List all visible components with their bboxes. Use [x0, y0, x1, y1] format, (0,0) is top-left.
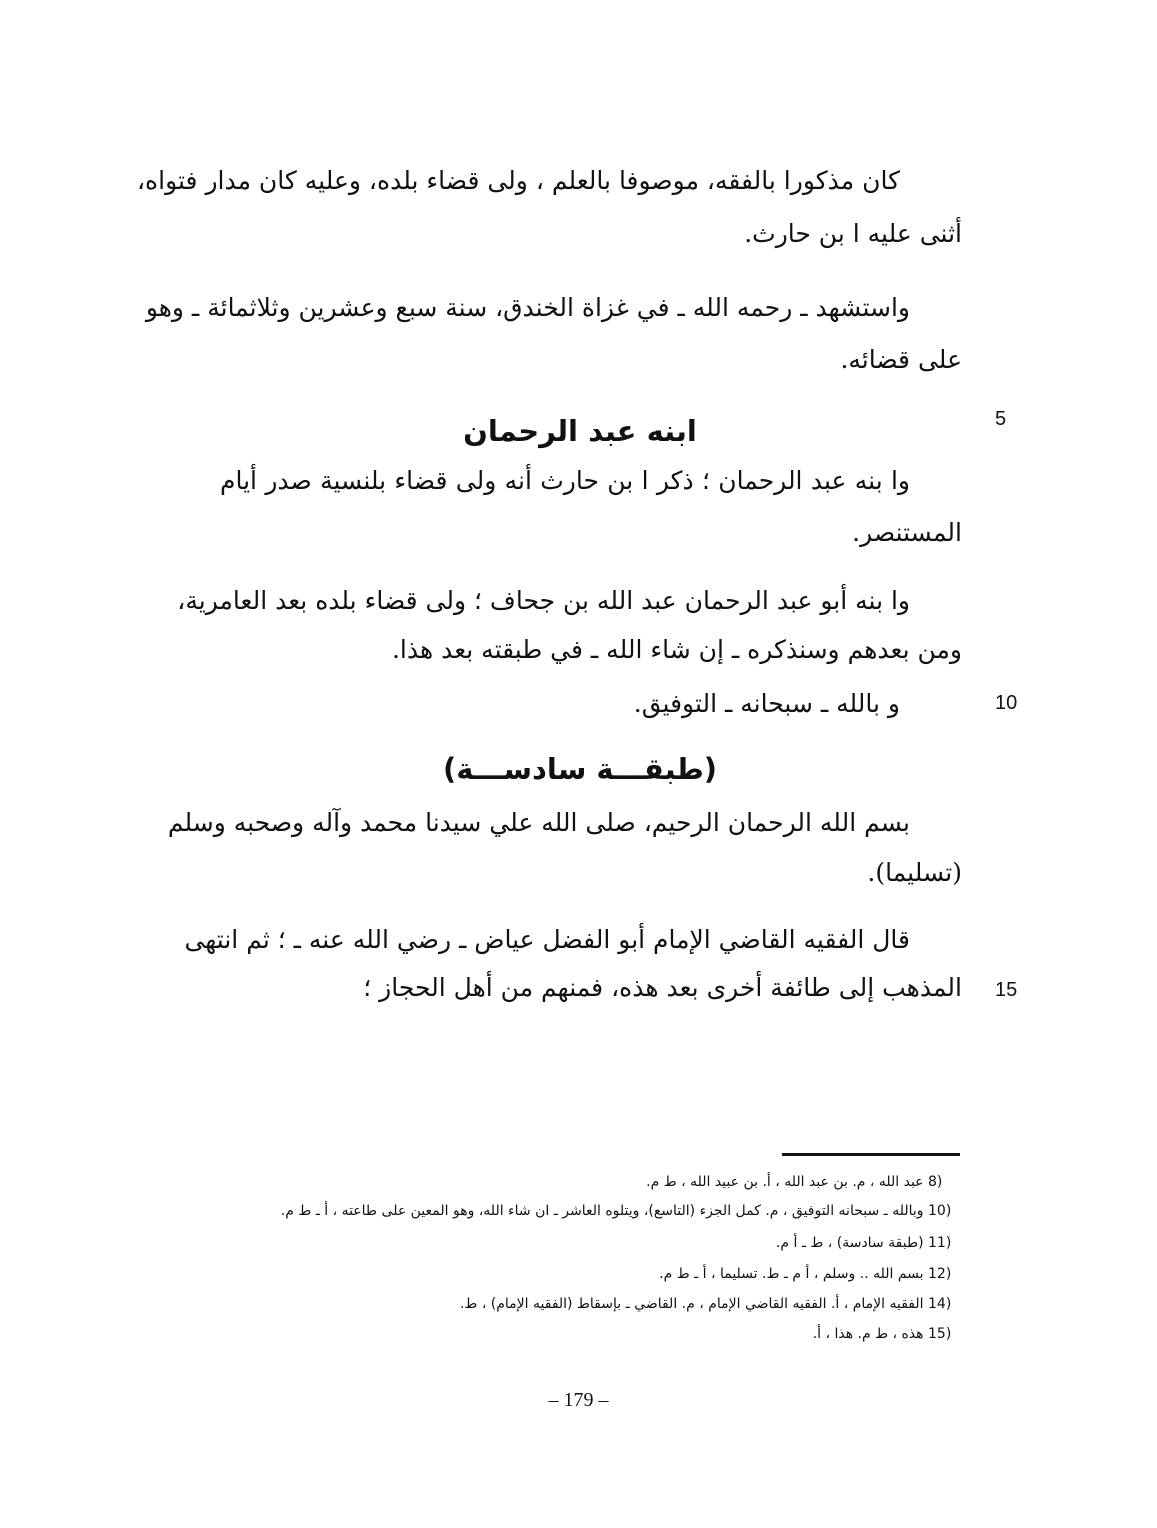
body-line-5: وا بنه عبد الرحمان ؛ ذكر ا بن حارث أنه ولى قضاء بلنسية صدر أيام: [220, 466, 910, 495]
line-number-5: 5: [995, 408, 1007, 430]
footnote-number: 8): [928, 1174, 943, 1190]
body-line-13: المذهب إلى طائفة أخرى بعد هذه، فمنهم من أهل الحجاز ؛: [363, 973, 962, 1002]
footnote-text: بسم الله .. وسلم ، أ م ـ ط. تسليما ، أ ـ ط م.: [659, 1266, 924, 1282]
footnote-text: هذه ، ط م. هذا ، أ.: [812, 1326, 924, 1342]
body-line-2: أثنى عليه ا بن حارث.: [744, 219, 962, 248]
body-line-4: على قضائه.: [840, 345, 962, 374]
body-line-6: المستنصر.: [852, 518, 962, 547]
footnote-15: [813, 1324, 962, 1344]
footnote-separator: [782, 1153, 960, 1156]
footnote-8: [646, 1172, 962, 1192]
footnote-text: وبالله ـ سبحانه التوفيق ، م. كمل الجزء (التاسع)، ويتلوه العاشر ـ ان شاء الله، وهو المعين على طاعته ، أ ـ ط م.: [280, 1203, 924, 1219]
body-line-7: وا بنه أبو عبد الرحمان عبد الله بن جحاف ؛ ولى قضاء بلده بعد العامرية،: [177, 586, 910, 615]
footnote-10: [281, 1201, 962, 1221]
section-heading-sixth-class: (طبقـــة سادســـة): [442, 752, 718, 786]
body-line-12: قال الفقيه القاضي الإمام أبو الفضل عياض ـ رضي الله عنه ـ ؛ ثم انتهى: [184, 925, 910, 954]
footnote-number: 12): [928, 1266, 952, 1282]
footnote-number: 11): [928, 1235, 952, 1251]
footnote-number: 10): [928, 1203, 952, 1219]
footnote-12: [659, 1264, 962, 1284]
footnote-number: 15): [928, 1326, 952, 1342]
body-line-11: (تسليما).: [867, 858, 962, 887]
body-line-9: و بالله ـ سبحانه ـ التوفيق.: [633, 689, 900, 718]
footnote-text: (طبقة سادسة) ، ط ـ أ م.: [775, 1235, 924, 1251]
footnote-number: 14): [928, 1296, 952, 1312]
footnote-text: الفقيه الإمام ، أ. الفقيه القاضي الإمام ، م. القاضي ـ بإسقاط (الفقيه الإمام) ، ط.: [459, 1296, 924, 1312]
page-number: – 179 –: [548, 1389, 609, 1411]
footnote-11: [776, 1233, 962, 1253]
section-heading-ibn-abd-al-rahman: ابنه عبد الرحمان: [463, 414, 697, 448]
body-line-1: كان مذكورا بالفقه، موصوفا بالعلم ، ولى قضاء بلده، وعليه كان مدار فتواه،: [136, 166, 900, 195]
body-line-8: ومن بعدهم وسنذكره ـ إن شاء الله ـ في طبقته بعد هذا.: [391, 635, 962, 664]
line-number-15: 15: [995, 979, 1018, 1001]
footnote-14: [460, 1294, 962, 1314]
footnote-text: عبد الله ، م. بن عبد الله ، أ. بن عبيد الله ، ط م.: [646, 1174, 924, 1190]
body-line-10: بسم الله الرحمان الرحيم، صلى الله علي سيدنا محمد وآله وصحبه وسلم: [167, 808, 910, 837]
line-number-10: 10: [995, 692, 1018, 714]
body-line-3: واستشهد ـ رحمه الله ـ في غزاة الخندق، سنة سبع وعشرين وثلاثمائة ـ وهو: [145, 293, 910, 322]
